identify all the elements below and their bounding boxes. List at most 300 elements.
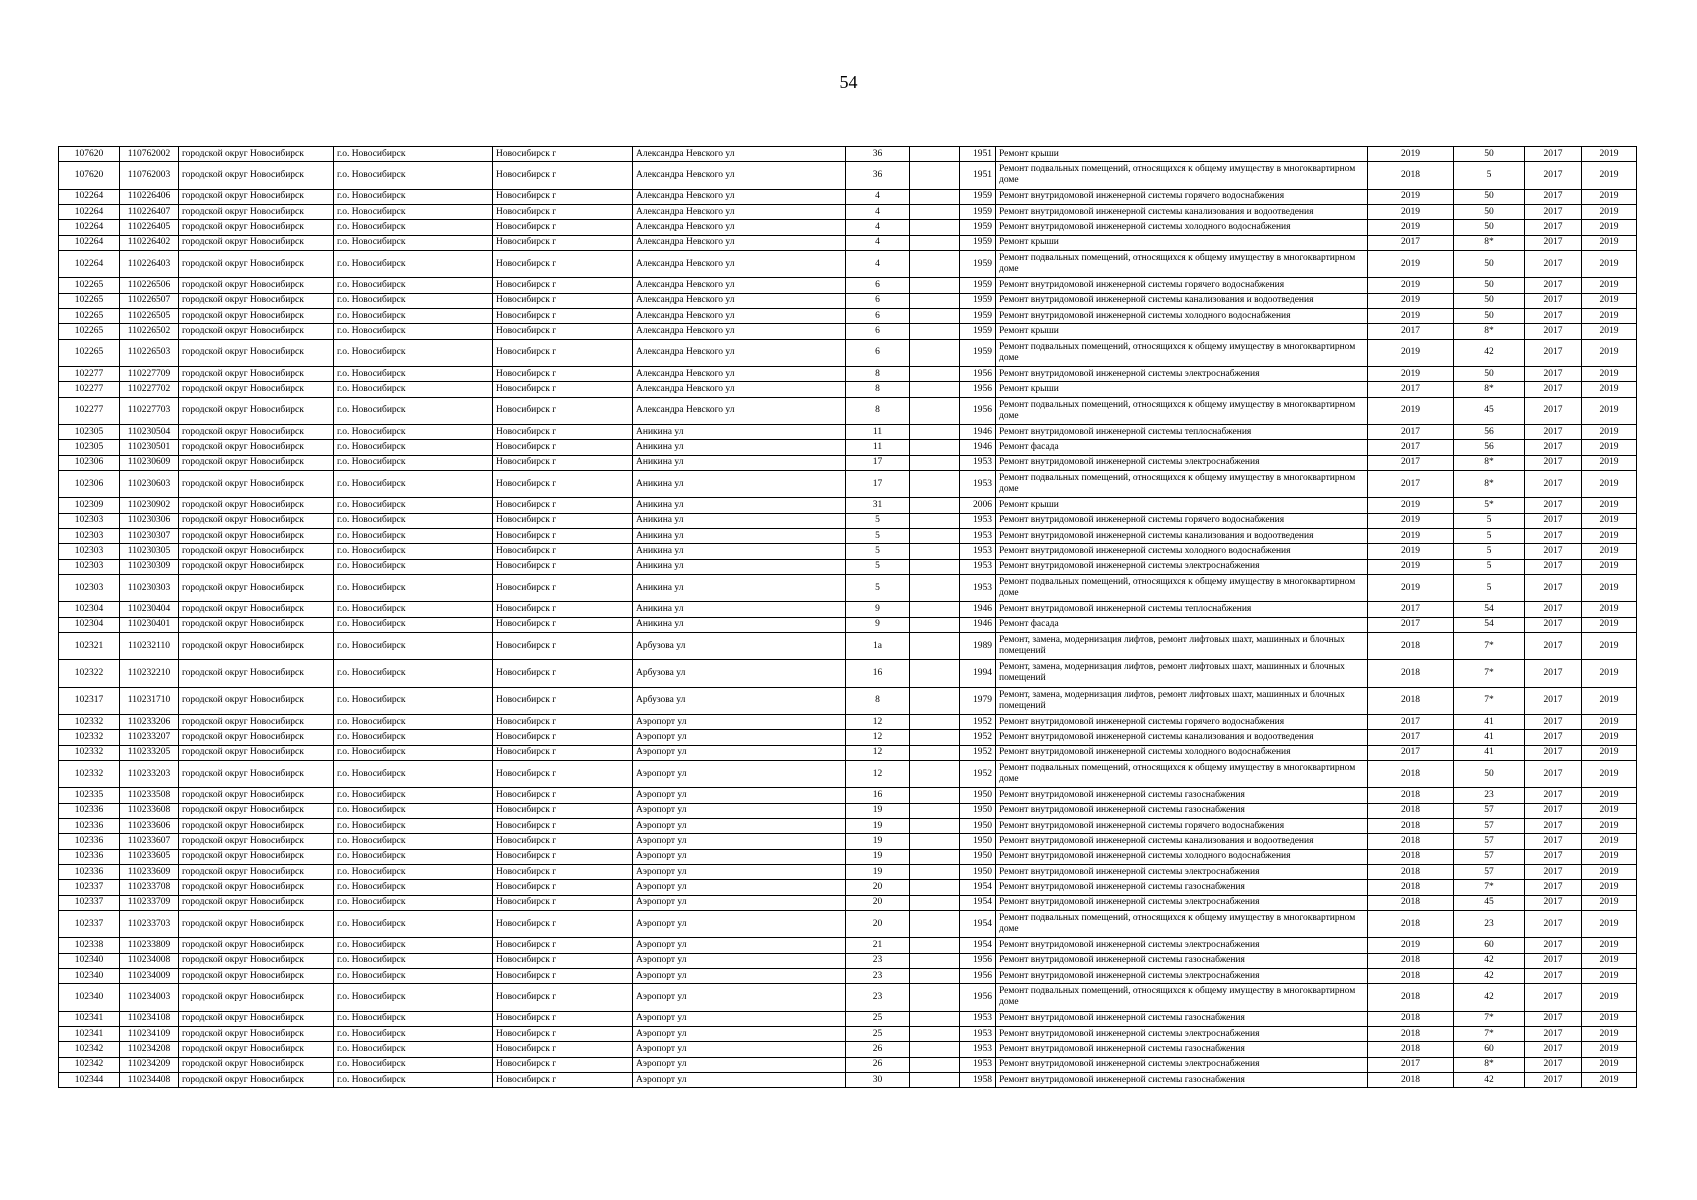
cell-build-year: 1953 <box>960 455 996 470</box>
cell-work-id: 110234008 <box>120 953 179 968</box>
cell-period-end: 2019 <box>1582 849 1637 864</box>
cell-house-id: 102332 <box>59 760 120 787</box>
table-row <box>59 730 1637 745</box>
cell-municipality: г.о. Новосибирск <box>334 660 493 687</box>
cell-wear-percent: 8* <box>1454 1057 1525 1072</box>
cell-build-year: 1946 <box>960 617 996 632</box>
cell-municipality: г.о. Новосибирск <box>334 953 493 968</box>
cell-street: Александра Невского ул <box>633 204 846 219</box>
table-row <box>59 714 1637 729</box>
cell-work-type: Ремонт подвальных помещений, относящихся к общему имуществу в многоквартирном доме <box>996 575 1368 602</box>
cell-work-type: Ремонт внутридомовой инженерной системы газоснабжения <box>996 1011 1368 1026</box>
cell-wear-percent: 42 <box>1454 1072 1525 1087</box>
cell-house-id: 102340 <box>59 953 120 968</box>
cell-period-end: 2019 <box>1582 498 1637 513</box>
cell-street: Аэропорт ул <box>633 910 846 937</box>
table-row <box>59 339 1637 366</box>
cell-settlement: Новосибирск г <box>493 984 633 1011</box>
cell-period-end: 2019 <box>1582 864 1637 879</box>
registry-table-body <box>59 147 1637 1088</box>
cell-municipal-district: городской округ Новосибирск <box>179 910 334 937</box>
cell-build-year: 1953 <box>960 513 996 528</box>
cell-work-type: Ремонт внутридомовой инженерной системы холодного водоснабжения <box>996 849 1368 864</box>
cell-work-type: Ремонт внутридомовой инженерной системы электроснабжения <box>996 1026 1368 1041</box>
cell-period-start: 2017 <box>1525 788 1582 803</box>
cell-wear-percent: 7* <box>1454 660 1525 687</box>
cell-house-id: 102340 <box>59 984 120 1011</box>
cell-settlement: Новосибирск г <box>493 251 633 278</box>
cell-street: Аэропорт ул <box>633 864 846 879</box>
cell-wear-percent: 42 <box>1454 984 1525 1011</box>
cell-street: Аэропорт ул <box>633 953 846 968</box>
cell-period-start: 2017 <box>1525 189 1582 204</box>
cell-period-start: 2017 <box>1525 880 1582 895</box>
cell-municipality: г.о. Новосибирск <box>334 788 493 803</box>
cell-planned-year: 2019 <box>1368 204 1454 219</box>
cell-street: Аэропорт ул <box>633 1042 846 1057</box>
cell-street: Аэропорт ул <box>633 895 846 910</box>
cell-settlement: Новосибирск г <box>493 1057 633 1072</box>
cell-building <box>910 1026 960 1041</box>
cell-work-type: Ремонт крыши <box>996 498 1368 513</box>
cell-building <box>910 730 960 745</box>
cell-building <box>910 1072 960 1087</box>
cell-house-id: 102303 <box>59 559 120 574</box>
table-row <box>59 382 1637 397</box>
cell-house-number: 6 <box>846 339 910 366</box>
cell-building <box>910 251 960 278</box>
table-row <box>59 617 1637 632</box>
cell-municipal-district: городской округ Новосибирск <box>179 633 334 660</box>
cell-building <box>910 1042 960 1057</box>
cell-build-year: 1956 <box>960 953 996 968</box>
cell-house-number: 12 <box>846 760 910 787</box>
cell-street: Аэропорт ул <box>633 714 846 729</box>
cell-municipality: г.о. Новосибирск <box>334 189 493 204</box>
cell-municipal-district: городской округ Новосибирск <box>179 559 334 574</box>
cell-settlement: Новосибирск г <box>493 455 633 470</box>
cell-house-number: 4 <box>846 189 910 204</box>
cell-street: Александра Невского ул <box>633 235 846 250</box>
cell-street: Аникина ул <box>633 544 846 559</box>
cell-house-id: 102306 <box>59 471 120 498</box>
cell-house-id: 102336 <box>59 849 120 864</box>
cell-house-number: 23 <box>846 984 910 1011</box>
cell-build-year: 1952 <box>960 745 996 760</box>
cell-municipal-district: городской округ Новосибирск <box>179 968 334 983</box>
cell-municipality: г.о. Новосибирск <box>334 147 493 162</box>
cell-work-type: Ремонт подвальных помещений, относящихся к общему имуществу в многоквартирном доме <box>996 471 1368 498</box>
cell-settlement: Новосибирск г <box>493 498 633 513</box>
cell-street: Аэропорт ул <box>633 849 846 864</box>
cell-period-start: 2017 <box>1525 730 1582 745</box>
cell-house-id: 102303 <box>59 528 120 543</box>
cell-build-year: 1950 <box>960 818 996 833</box>
table-row <box>59 498 1637 513</box>
cell-house-number: 16 <box>846 660 910 687</box>
cell-work-id: 110232210 <box>120 660 179 687</box>
cell-house-id: 102265 <box>59 324 120 339</box>
cell-work-type: Ремонт внутридомовой инженерной системы газоснабжения <box>996 1072 1368 1087</box>
table-row <box>59 938 1637 953</box>
cell-settlement: Новосибирск г <box>493 714 633 729</box>
cell-house-number: 23 <box>846 953 910 968</box>
cell-municipal-district: городской округ Новосибирск <box>179 455 334 470</box>
cell-work-id: 110226406 <box>120 189 179 204</box>
cell-planned-year: 2017 <box>1368 617 1454 632</box>
cell-municipality: г.о. Новосибирск <box>334 984 493 1011</box>
cell-work-id: 110230404 <box>120 602 179 617</box>
cell-period-end: 2019 <box>1582 189 1637 204</box>
cell-municipal-district: городской округ Новосибирск <box>179 339 334 366</box>
cell-period-start: 2017 <box>1525 745 1582 760</box>
cell-work-type: Ремонт, замена, модернизация лифтов, ремонт лифтовых шахт, машинных и блочных помещений <box>996 687 1368 714</box>
cell-period-start: 2017 <box>1525 220 1582 235</box>
cell-street: Аэропорт ул <box>633 1011 846 1026</box>
cell-street: Александра Невского ул <box>633 278 846 293</box>
cell-house-number: 6 <box>846 309 910 324</box>
cell-street: Александра Невского ул <box>633 382 846 397</box>
cell-building <box>910 602 960 617</box>
table-row <box>59 278 1637 293</box>
cell-build-year: 1950 <box>960 849 996 864</box>
cell-settlement: Новосибирск г <box>493 575 633 602</box>
cell-house-number: 19 <box>846 864 910 879</box>
cell-wear-percent: 5* <box>1454 498 1525 513</box>
cell-planned-year: 2017 <box>1368 471 1454 498</box>
cell-work-id: 110230305 <box>120 544 179 559</box>
cell-house-id: 102264 <box>59 220 120 235</box>
cell-municipality: г.о. Новосибирск <box>334 544 493 559</box>
cell-house-id: 102336 <box>59 834 120 849</box>
cell-build-year: 1950 <box>960 803 996 818</box>
cell-municipality: г.о. Новосибирск <box>334 602 493 617</box>
cell-street: Александра Невского ул <box>633 220 846 235</box>
cell-wear-percent: 50 <box>1454 760 1525 787</box>
cell-settlement: Новосибирск г <box>493 864 633 879</box>
cell-build-year: 1954 <box>960 938 996 953</box>
cell-period-start: 2017 <box>1525 204 1582 219</box>
cell-municipal-district: городской округ Новосибирск <box>179 1011 334 1026</box>
cell-municipality: г.о. Новосибирск <box>334 1057 493 1072</box>
cell-period-end: 2019 <box>1582 895 1637 910</box>
cell-house-number: 5 <box>846 575 910 602</box>
cell-period-start: 2017 <box>1525 803 1582 818</box>
cell-building <box>910 309 960 324</box>
cell-work-id: 110227702 <box>120 382 179 397</box>
cell-build-year: 1950 <box>960 834 996 849</box>
cell-period-end: 2019 <box>1582 309 1637 324</box>
cell-house-number: 8 <box>846 382 910 397</box>
table-row <box>59 687 1637 714</box>
cell-period-end: 2019 <box>1582 714 1637 729</box>
cell-house-number: 8 <box>846 366 910 381</box>
cell-settlement: Новосибирск г <box>493 559 633 574</box>
table-row <box>59 324 1637 339</box>
table-row <box>59 864 1637 879</box>
cell-period-end: 2019 <box>1582 1042 1637 1057</box>
cell-work-id: 110233606 <box>120 818 179 833</box>
cell-settlement: Новосибирск г <box>493 544 633 559</box>
cell-house-id: 102342 <box>59 1042 120 1057</box>
cell-house-number: 9 <box>846 617 910 632</box>
cell-municipality: г.о. Новосибирск <box>334 220 493 235</box>
cell-work-id: 110233809 <box>120 938 179 953</box>
cell-period-start: 2017 <box>1525 834 1582 849</box>
cell-work-type: Ремонт фасада <box>996 617 1368 632</box>
table-row <box>59 528 1637 543</box>
cell-build-year: 1953 <box>960 471 996 498</box>
cell-build-year: 1953 <box>960 544 996 559</box>
cell-planned-year: 2019 <box>1368 938 1454 953</box>
cell-municipality: г.о. Новосибирск <box>334 895 493 910</box>
cell-work-type: Ремонт внутридомовой инженерной системы канализования и водоотведения <box>996 834 1368 849</box>
cell-work-type: Ремонт внутридомовой инженерной системы холодного водоснабжения <box>996 220 1368 235</box>
cell-municipality: г.о. Новосибирск <box>334 339 493 366</box>
table-row <box>59 1042 1637 1057</box>
cell-municipal-district: городской округ Новосибирск <box>179 602 334 617</box>
cell-build-year: 1953 <box>960 1011 996 1026</box>
table-row <box>59 602 1637 617</box>
cell-build-year: 1959 <box>960 251 996 278</box>
cell-work-id: 110230603 <box>120 471 179 498</box>
cell-build-year: 1959 <box>960 309 996 324</box>
cell-work-type: Ремонт внутридомовой инженерной системы электроснабжения <box>996 366 1368 381</box>
cell-settlement: Новосибирск г <box>493 953 633 968</box>
table-row <box>59 251 1637 278</box>
table-row <box>59 953 1637 968</box>
cell-planned-year: 2019 <box>1368 278 1454 293</box>
table-row <box>59 455 1637 470</box>
cell-house-number: 5 <box>846 528 910 543</box>
cell-municipality: г.о. Новосибирск <box>334 440 493 455</box>
cell-street: Аэропорт ул <box>633 938 846 953</box>
cell-house-id: 102322 <box>59 660 120 687</box>
cell-period-end: 2019 <box>1582 513 1637 528</box>
cell-house-number: 19 <box>846 849 910 864</box>
cell-wear-percent: 7* <box>1454 633 1525 660</box>
cell-house-number: 23 <box>846 968 910 983</box>
cell-municipality: г.о. Новосибирск <box>334 1026 493 1041</box>
cell-planned-year: 2017 <box>1368 714 1454 729</box>
table-row <box>59 910 1637 937</box>
cell-wear-percent: 41 <box>1454 714 1525 729</box>
cell-period-start: 2017 <box>1525 1057 1582 1072</box>
cell-work-id: 110226507 <box>120 293 179 308</box>
cell-period-end: 2019 <box>1582 1072 1637 1087</box>
cell-work-id: 110226403 <box>120 251 179 278</box>
table-row <box>59 1026 1637 1041</box>
cell-period-end: 2019 <box>1582 687 1637 714</box>
cell-work-type: Ремонт внутридомовой инженерной системы электроснабжения <box>996 938 1368 953</box>
cell-period-start: 2017 <box>1525 1011 1582 1026</box>
cell-work-type: Ремонт внутридомовой инженерной системы канализования и водоотведения <box>996 730 1368 745</box>
cell-house-id: 102340 <box>59 968 120 983</box>
cell-period-start: 2017 <box>1525 1026 1582 1041</box>
cell-period-end: 2019 <box>1582 984 1637 1011</box>
cell-street: Аэропорт ул <box>633 1072 846 1087</box>
cell-planned-year: 2019 <box>1368 339 1454 366</box>
cell-settlement: Новосибирск г <box>493 162 633 189</box>
cell-settlement: Новосибирск г <box>493 513 633 528</box>
cell-municipal-district: городской округ Новосибирск <box>179 575 334 602</box>
cell-period-start: 2017 <box>1525 147 1582 162</box>
cell-house-id: 102321 <box>59 633 120 660</box>
cell-period-start: 2017 <box>1525 953 1582 968</box>
cell-house-id: 102338 <box>59 938 120 953</box>
cell-municipality: г.о. Новосибирск <box>334 513 493 528</box>
cell-planned-year: 2018 <box>1368 1072 1454 1087</box>
cell-period-end: 2019 <box>1582 1026 1637 1041</box>
cell-build-year: 1951 <box>960 147 996 162</box>
cell-street: Аэропорт ул <box>633 803 846 818</box>
cell-work-id: 110234209 <box>120 1057 179 1072</box>
cell-street: Аникина ул <box>633 513 846 528</box>
cell-house-number: 5 <box>846 559 910 574</box>
cell-municipal-district: городской округ Новосибирск <box>179 147 334 162</box>
cell-municipal-district: городской округ Новосибирск <box>179 382 334 397</box>
cell-build-year: 1959 <box>960 204 996 219</box>
cell-period-end: 2019 <box>1582 968 1637 983</box>
cell-wear-percent: 5 <box>1454 162 1525 189</box>
table-row <box>59 559 1637 574</box>
cell-planned-year: 2019 <box>1368 366 1454 381</box>
cell-wear-percent: 8* <box>1454 235 1525 250</box>
cell-municipality: г.о. Новосибирск <box>334 424 493 439</box>
cell-period-start: 2017 <box>1525 687 1582 714</box>
cell-municipal-district: городской округ Новосибирск <box>179 498 334 513</box>
table-row <box>59 309 1637 324</box>
cell-house-number: 20 <box>846 910 910 937</box>
cell-house-id: 102336 <box>59 864 120 879</box>
cell-municipal-district: городской округ Новосибирск <box>179 204 334 219</box>
table-row <box>59 1011 1637 1026</box>
cell-period-start: 2017 <box>1525 513 1582 528</box>
cell-settlement: Новосибирск г <box>493 293 633 308</box>
cell-work-type: Ремонт внутридомовой инженерной системы электроснабжения <box>996 559 1368 574</box>
table-row <box>59 513 1637 528</box>
cell-wear-percent: 23 <box>1454 910 1525 937</box>
cell-build-year: 1952 <box>960 730 996 745</box>
cell-house-number: 25 <box>846 1011 910 1026</box>
cell-build-year: 1959 <box>960 293 996 308</box>
cell-settlement: Новосибирск г <box>493 1042 633 1057</box>
cell-building <box>910 471 960 498</box>
cell-municipal-district: городской округ Новосибирск <box>179 1026 334 1041</box>
cell-house-number: 36 <box>846 147 910 162</box>
cell-street: Аэропорт ул <box>633 968 846 983</box>
cell-period-end: 2019 <box>1582 324 1637 339</box>
cell-municipal-district: городской округ Новосибирск <box>179 938 334 953</box>
cell-municipality: г.о. Новосибирск <box>334 204 493 219</box>
cell-building <box>910 528 960 543</box>
table-row <box>59 220 1637 235</box>
cell-building <box>910 849 960 864</box>
table-row <box>59 803 1637 818</box>
cell-planned-year: 2017 <box>1368 1057 1454 1072</box>
cell-house-id: 102277 <box>59 366 120 381</box>
cell-house-number: 20 <box>846 880 910 895</box>
cell-planned-year: 2019 <box>1368 559 1454 574</box>
cell-house-id: 102332 <box>59 730 120 745</box>
cell-planned-year: 2019 <box>1368 309 1454 324</box>
cell-work-type: Ремонт внутридомовой инженерной системы газоснабжения <box>996 953 1368 968</box>
cell-work-type: Ремонт внутридомовой инженерной системы горячего водоснабжения <box>996 278 1368 293</box>
cell-settlement: Новосибирск г <box>493 788 633 803</box>
cell-work-id: 110230401 <box>120 617 179 632</box>
cell-wear-percent: 8* <box>1454 382 1525 397</box>
cell-work-type: Ремонт внутридомовой инженерной системы электроснабжения <box>996 895 1368 910</box>
cell-period-start: 2017 <box>1525 910 1582 937</box>
cell-municipality: г.о. Новосибирск <box>334 309 493 324</box>
cell-street: Аникина ул <box>633 424 846 439</box>
cell-wear-percent: 50 <box>1454 251 1525 278</box>
cell-period-end: 2019 <box>1582 397 1637 424</box>
cell-build-year: 1953 <box>960 528 996 543</box>
cell-street: Александра Невского ул <box>633 162 846 189</box>
cell-street: Александра Невского ул <box>633 189 846 204</box>
cell-work-id: 110233703 <box>120 910 179 937</box>
table-row <box>59 760 1637 787</box>
cell-period-end: 2019 <box>1582 602 1637 617</box>
cell-work-type: Ремонт подвальных помещений, относящихся к общему имуществу в многоквартирном доме <box>996 251 1368 278</box>
cell-work-id: 110234003 <box>120 984 179 1011</box>
cell-municipal-district: городской округ Новосибирск <box>179 818 334 833</box>
table-row <box>59 471 1637 498</box>
cell-work-type: Ремонт внутридомовой инженерной системы электроснабжения <box>996 455 1368 470</box>
cell-settlement: Новосибирск г <box>493 968 633 983</box>
cell-period-end: 2019 <box>1582 803 1637 818</box>
cell-municipal-district: городской округ Новосибирск <box>179 220 334 235</box>
table-row <box>59 544 1637 559</box>
cell-period-end: 2019 <box>1582 162 1637 189</box>
table-row <box>59 880 1637 895</box>
cell-planned-year: 2017 <box>1368 602 1454 617</box>
cell-period-end: 2019 <box>1582 834 1637 849</box>
cell-period-start: 2017 <box>1525 938 1582 953</box>
cell-period-start: 2017 <box>1525 162 1582 189</box>
cell-house-number: 21 <box>846 938 910 953</box>
cell-period-end: 2019 <box>1582 745 1637 760</box>
cell-house-number: 6 <box>846 324 910 339</box>
cell-wear-percent: 50 <box>1454 204 1525 219</box>
cell-settlement: Новосибирск г <box>493 235 633 250</box>
cell-house-id: 102306 <box>59 455 120 470</box>
cell-work-type: Ремонт внутридомовой инженерной системы холодного водоснабжения <box>996 544 1368 559</box>
cell-work-type: Ремонт внутридомовой инженерной системы электроснабжения <box>996 864 1368 879</box>
cell-build-year: 1959 <box>960 189 996 204</box>
cell-house-number: 4 <box>846 235 910 250</box>
cell-work-type: Ремонт крыши <box>996 324 1368 339</box>
cell-building <box>910 953 960 968</box>
cell-planned-year: 2018 <box>1368 953 1454 968</box>
cell-house-id: 102342 <box>59 1057 120 1072</box>
cell-work-id: 110234108 <box>120 1011 179 1026</box>
cell-period-end: 2019 <box>1582 440 1637 455</box>
cell-build-year: 1953 <box>960 575 996 602</box>
cell-street: Аэропорт ул <box>633 818 846 833</box>
cell-work-type: Ремонт внутридомовой инженерной системы теплоснабжения <box>996 602 1368 617</box>
cell-municipal-district: городской округ Новосибирск <box>179 760 334 787</box>
cell-building <box>910 339 960 366</box>
cell-settlement: Новосибирск г <box>493 1072 633 1087</box>
cell-building <box>910 424 960 439</box>
cell-wear-percent: 7* <box>1454 880 1525 895</box>
table-row <box>59 366 1637 381</box>
cell-build-year: 1946 <box>960 424 996 439</box>
cell-municipal-district: городской округ Новосибирск <box>179 309 334 324</box>
cell-planned-year: 2018 <box>1368 687 1454 714</box>
